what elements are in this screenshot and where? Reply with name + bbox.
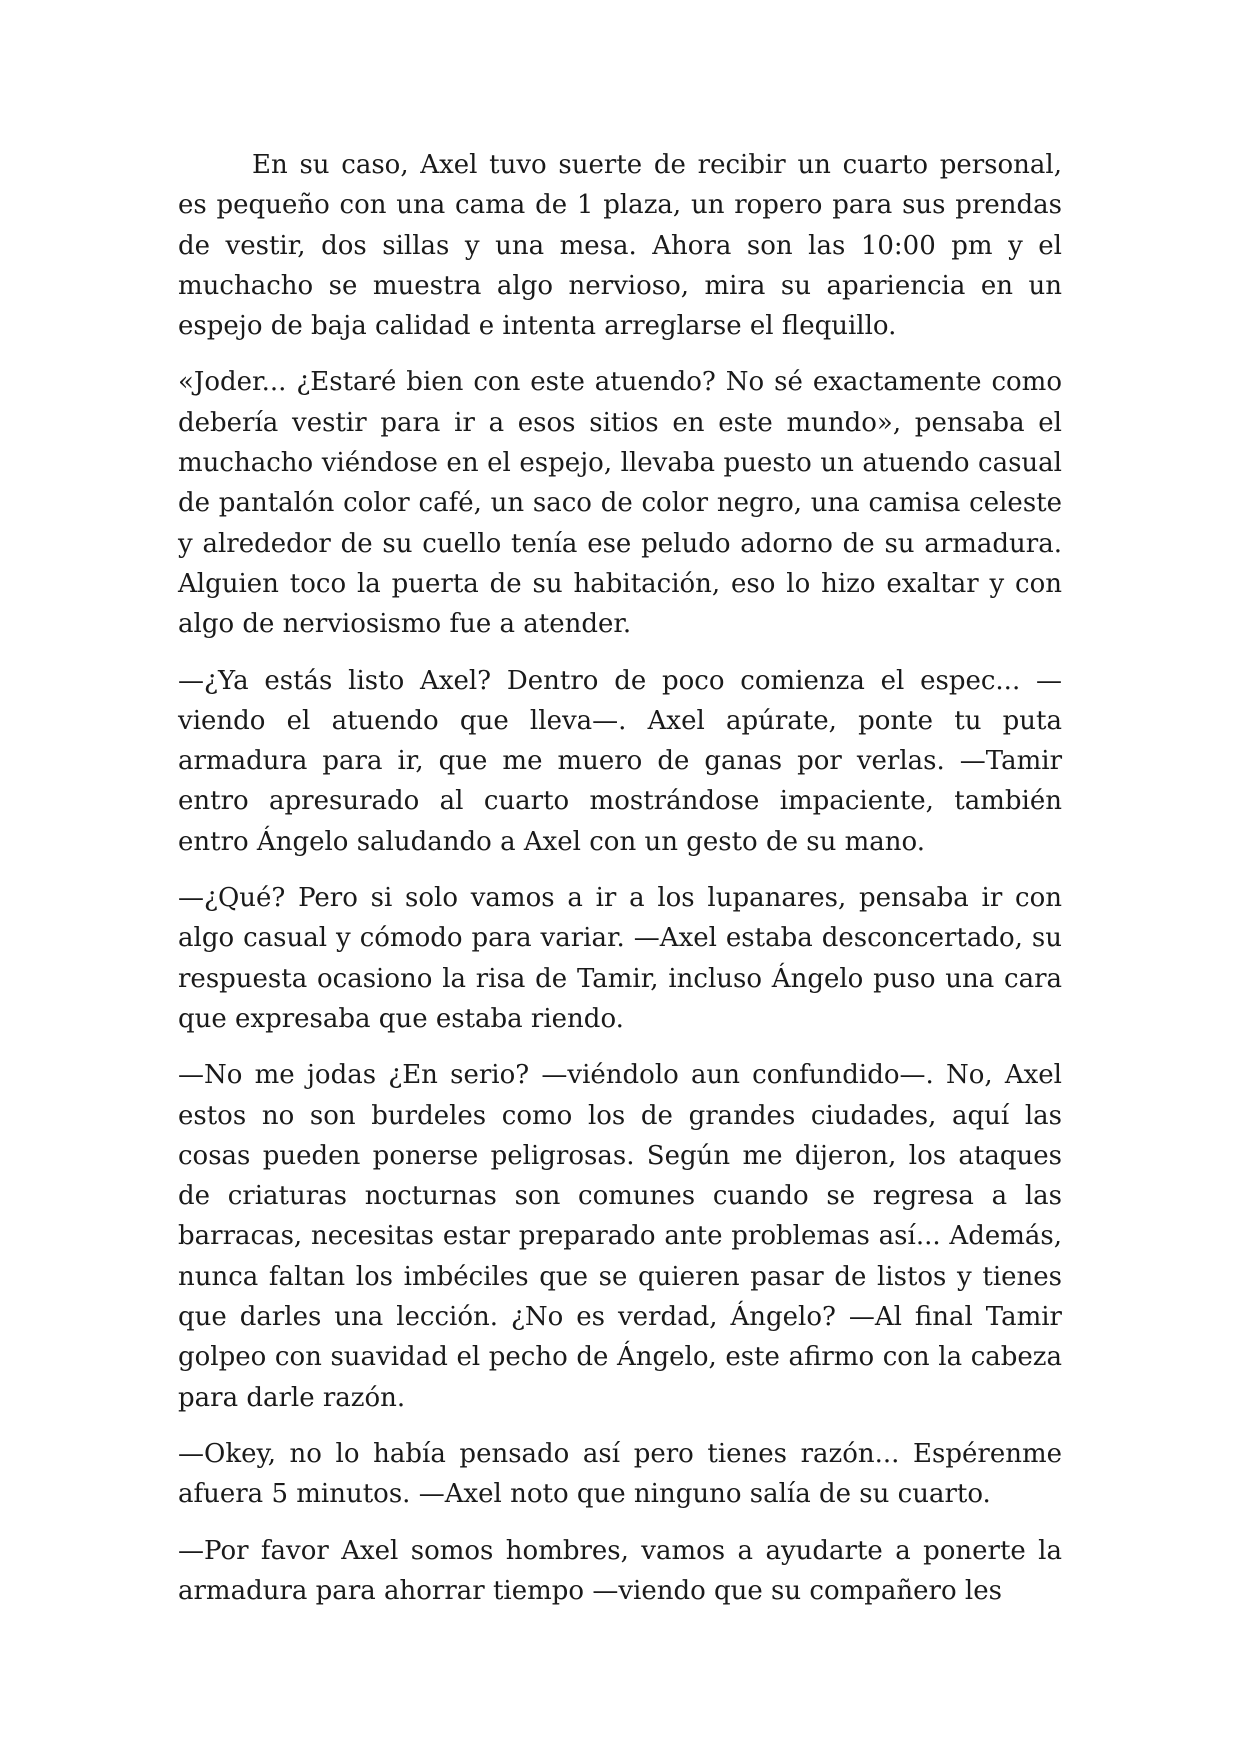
- page-body: [178, 145, 1062, 1627]
- paragraph-3: —¿Ya estás listo Axel? Dentro de poco comienza el espec... —viendo el atuendo que lleva—. Axel apúrate, ponte tu puta armadura para ir, que me muero de ganas por verlas. —Tamir entro apresurado al cuarto mostrándose impaciente, también entro Ángelo saludando a Axel con un gesto de su mano.: [178, 665, 1062, 857]
- paragraph-4: —¿Qué? Pero si solo vamos a ir a los lupanares, pensaba ir con algo casual y cómodo para variar. —Axel estaba desconcertado, su respuesta ocasiono la risa de Tamir, incluso Ángelo puso una cara que expresaba que estaba riendo.: [178, 883, 1062, 1034]
- paragraph-5: —No me jodas ¿En serio? —viéndolo aun confundido—. No, Axel estos no son burdeles como los de grandes ciudades, aquí las cosas pueden ponerse peligrosas. Según me dijeron, los ataques de criaturas nocturnas son comunes cuando se regresa a las barracas, necesitas estar preparado ante problemas así... Además, nunca faltan los imbéciles que se quieren pasar de listos y tienes que darles una lección. ¿No es verdad, Ángelo? —Al final Tamir golpeo con suavidad el pecho de Ángelo, este afirmo con la cabeza para darle razón.: [178, 1060, 1062, 1413]
- paragraph-2: «Joder... ¿Estaré bien con este atuendo? No sé exactamente como debería vestir para ir a esos sitios en este mundo», pensaba el muchacho viéndose en el espejo, llevaba puesto un atuendo casual de pantalón color café, un saco de color negro, una camisa celeste y alrededor de su cuello tenía ese peludo adorno de su armadura. Alguien toco la puerta de su habitación, eso lo hizo exaltar y con algo de nerviosismo fue a atender.: [178, 367, 1062, 640]
- paragraph-7: —Por favor Axel somos hombres, vamos a ayudarte a ponerte la armadura para ahorrar tiempo —viendo que su compañero les: [178, 1535, 1062, 1606]
- paragraph-1: En su caso, Axel tuvo suerte de recibir un cuarto personal, es pequeño con una cama de 1 plaza, un ropero para sus prendas de vestir, dos sillas y una mesa. Ahora son las 10:00 pm y el muchacho se muestra algo nervioso, mira su apariencia en un espejo de baja calidad e intenta arreglarse el flequillo.: [178, 150, 1062, 342]
- paragraph-6: —Okey, no lo había pensado así pero tienes razón... Espérenme afuera 5 minutos. —Axel noto que ninguno salía de su cuarto.: [178, 1438, 1062, 1510]
